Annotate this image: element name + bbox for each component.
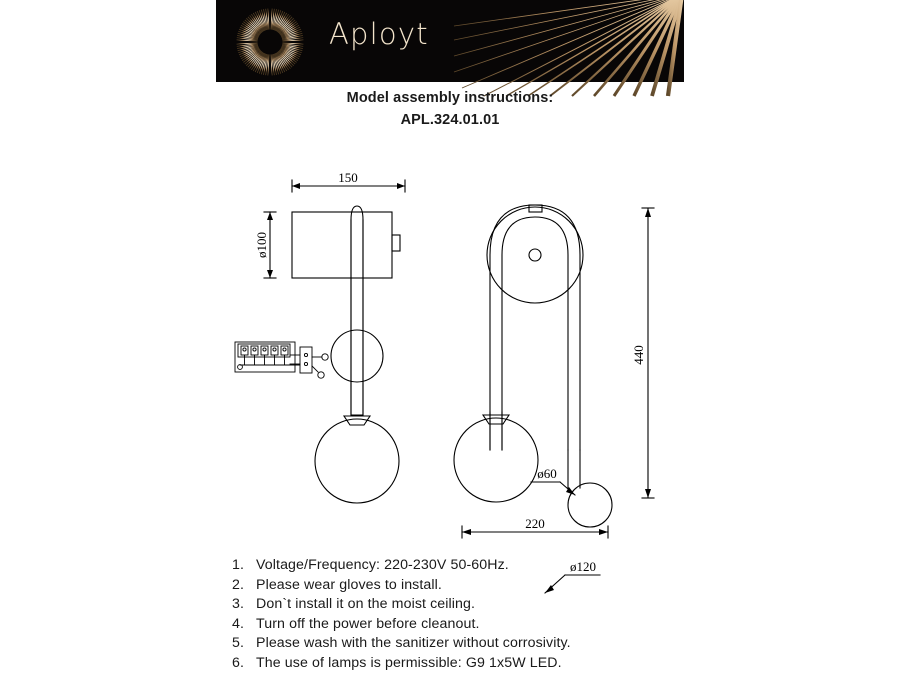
list-item-number: 1.: [232, 557, 245, 573]
dimension-150-label: 150: [338, 170, 358, 185]
list-item-number: 5.: [232, 635, 245, 651]
plate-center-hole: [529, 249, 541, 261]
list-item-number: 6.: [232, 654, 245, 671]
round-ceiling-plate: [487, 207, 583, 303]
small-sphere: [568, 483, 612, 527]
dimension-220-label: 220: [525, 516, 545, 531]
list-item: [232, 576, 752, 596]
large-sphere: [454, 418, 538, 502]
dimension-d100-label: ø100: [254, 232, 269, 258]
list-item-text: Don`t install it on the moist ceiling.: [256, 596, 476, 612]
list-item: [232, 634, 752, 654]
callout-d60-label: ø60: [537, 466, 557, 481]
junction-box: [300, 347, 312, 373]
list-item: [232, 654, 752, 674]
list-item-text: The use of lamps is permissible: G9 1x5W LED.: [256, 654, 562, 671]
vertical-rod: [351, 206, 363, 415]
dimension-440-label: 440: [631, 345, 646, 365]
front-view-diagram: [454, 205, 654, 593]
frame-top-tab: [529, 205, 542, 212]
list-item-number: 3.: [232, 596, 245, 612]
instructions-list: [232, 556, 752, 673]
sunburst-logo-icon: [236, 8, 304, 76]
dimension-d100: [254, 212, 276, 278]
list-item-text: Turn off the power before cleanout.: [256, 615, 480, 632]
list-item-text: Please wash with the sanitizer without corrosivity.: [256, 635, 571, 651]
list-item: [232, 556, 752, 576]
mid-ring: [331, 330, 383, 382]
radiating-rays-icon: [454, 0, 684, 82]
u-shaped-frame: [490, 205, 580, 450]
list-item-number: 2.: [232, 576, 245, 593]
brand-name: Aployt: [329, 17, 429, 51]
sphere-shade: [315, 419, 399, 503]
list-item-text: Voltage/Frequency: 220-230V 50-60Hz.: [256, 557, 509, 573]
header-banner: [216, 0, 684, 82]
list-item-text: Please wear gloves to install.: [256, 576, 442, 593]
title-block: [0, 90, 900, 128]
page-title: Model assembly instructions:: [346, 90, 554, 106]
terminal-block: [235, 342, 328, 378]
plate-tab: [392, 235, 400, 251]
list-item: [232, 595, 752, 615]
side-view-diagram: [235, 170, 405, 503]
model-number: APL.324.01.01: [400, 112, 500, 128]
dimension-150: [292, 170, 405, 192]
list-item-number: 4.: [232, 615, 245, 632]
list-item: [232, 615, 752, 635]
dimension-440: [631, 208, 654, 498]
callout-d120-label: ø120: [570, 559, 596, 574]
mounting-plate: [292, 212, 392, 278]
